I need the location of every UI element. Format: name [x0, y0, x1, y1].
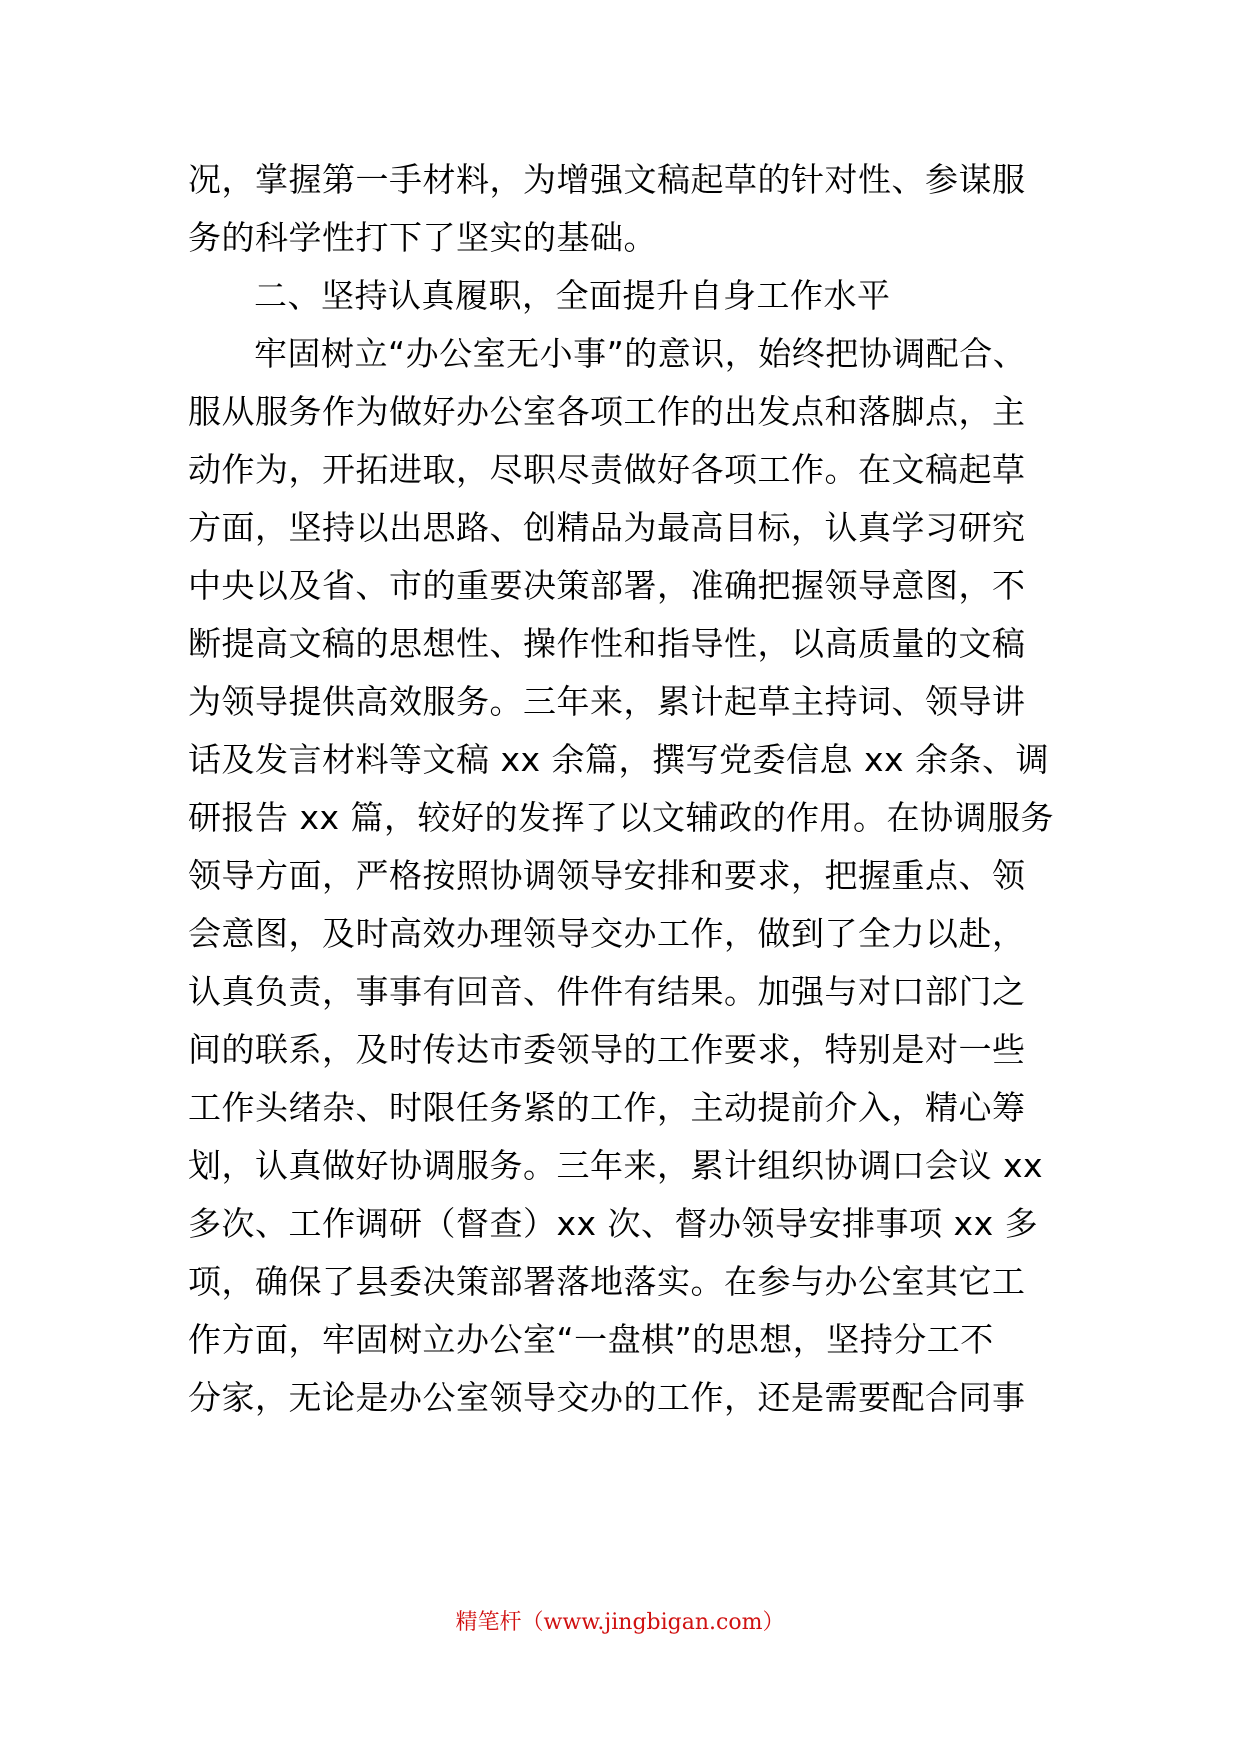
text-line-12: 研报告 xx 篇，较好的发挥了以文辅政的作用。在协调服务 — [188, 798, 1055, 837]
text-line-8: 中央以及省、市的重要决策部署，准确把握领导意图，不 — [188, 566, 1026, 605]
text-line-10: 为领导提供高效服务。三年来，累计起草主持词、领导讲 — [188, 682, 1026, 721]
text-line-22: 分家，无论是办公室领导交办的工作，还是需要配合同事 — [188, 1378, 1026, 1417]
text-line-13: 领导方面，严格按照协调领导安排和要求，把握重点、领 — [188, 856, 1026, 895]
text-line-5: 服从服务作为做好办公室各项工作的出发点和落脚点，主 — [188, 392, 1026, 431]
text-line-21: 作方面，牢固树立办公室“一盘棋”的思想，坚持分工不 — [188, 1320, 994, 1359]
footer-watermark-link[interactable]: 精笔杆（www.jingbigan.com） — [455, 1610, 785, 1635]
text-line-15: 认真负责，事事有回音、件件有结果。加强与对口部门之 — [188, 972, 1026, 1011]
text-line-6: 动作为，开拓进取，尽职尽责做好各项工作。在文稿起草 — [188, 450, 1026, 489]
text-line-16: 间的联系，及时传达市委领导的工作要求，特别是对一些 — [188, 1030, 1026, 1069]
text-line-1: 况，掌握第一手材料，为增强文稿起草的针对性、参谋服 — [188, 160, 1026, 199]
paragraph-start-line: 牢固树立“办公室无小事”的意识，始终把协调配合、 — [254, 334, 1027, 373]
text-line-2: 务的科学性打下了坚实的基础。 — [188, 218, 657, 257]
text-line-11: 话及发言材料等文稿 xx 余篇，撰写党委信息 xx 余条、调 — [188, 740, 1050, 779]
text-line-9: 断提高文稿的思想性、操作性和指导性，以高质量的文稿 — [188, 624, 1026, 663]
text-line-7: 方面，坚持以出思路、创精品为最高目标，认真学习研究 — [188, 508, 1026, 547]
text-line-20: 项，确保了县委决策部署落地落实。在参与办公室其它工 — [188, 1262, 1026, 1301]
text-line-19: 多次、工作调研（督查）xx 次、督办领导安排事项 xx 多 — [188, 1204, 1039, 1243]
text-line-17: 工作头绪杂、时限任务紧的工作，主动提前介入，精心筹 — [188, 1088, 1026, 1127]
section-heading: 二、坚持认真履职，全面提升自身工作水平 — [254, 276, 891, 315]
text-line-14: 会意图，及时高效办理领导交办工作，做到了全力以赴， — [188, 914, 1026, 953]
text-line-18: 划，认真做好协调服务。三年来，累计组织协调口会议 xx — [188, 1146, 1044, 1185]
